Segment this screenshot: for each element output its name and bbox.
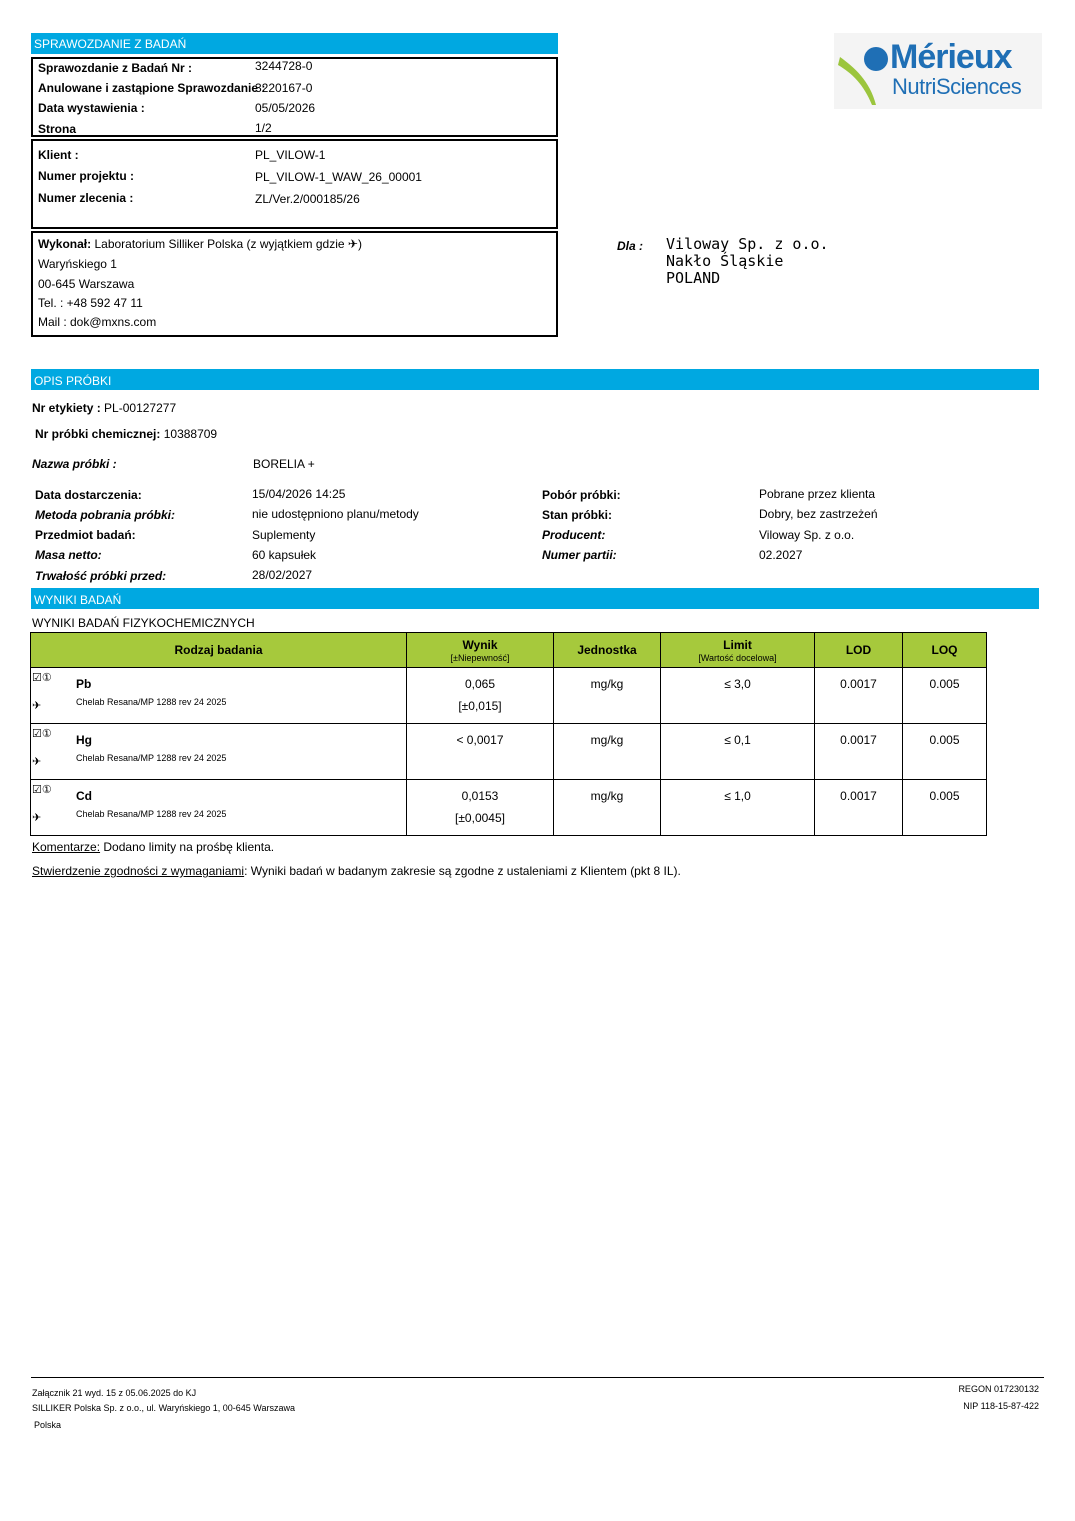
recipient-label: Dla : xyxy=(617,239,644,253)
results-section-bar xyxy=(31,588,1039,609)
logo-line2: NutriSciences xyxy=(892,74,1022,99)
lod: 0.0017 xyxy=(840,677,877,691)
page-label: Strona xyxy=(38,122,77,136)
company-logo xyxy=(834,33,1042,109)
performed: Laboratorium Silliker Polska (z wyjątkiem gdzie ✈) xyxy=(94,237,362,251)
client: PL_VILOW-1 xyxy=(255,148,326,162)
page-number: 1/2 xyxy=(255,121,272,135)
report-no: 3244728-0 xyxy=(255,59,313,73)
results-table xyxy=(30,632,987,836)
accreditation-icons: ☑① xyxy=(32,672,52,684)
col-unit: Jednostka xyxy=(554,633,661,668)
lab-tel: Tel. : +48 592 47 11 xyxy=(38,296,143,310)
footer-regon: REGON 017230132 xyxy=(958,1384,1039,1394)
comment: Dodano limity na prośbę klienta. xyxy=(100,840,275,854)
sample-section-title: OPIS PRÓBKI xyxy=(34,374,112,388)
recipient-line3: POLAND xyxy=(666,269,721,287)
loq: 0.005 xyxy=(929,789,960,803)
unit: mg/kg xyxy=(590,789,624,803)
sample-name: BORELIA + xyxy=(253,457,315,471)
conformity: : Wyniki badań w badanym zakresie są zgodne z ustaleniami z Klientem (pkt 8 IL). xyxy=(244,864,681,878)
delivery-label: Data dostarczenia: xyxy=(35,488,142,502)
limit: ≤ 3,0 xyxy=(724,677,751,691)
unit: mg/kg xyxy=(590,677,624,691)
sample-name-label: Nazwa próbki : xyxy=(32,457,117,471)
test-name: Cd xyxy=(76,789,92,803)
client-label: Klient : xyxy=(38,148,79,162)
state: Dobry, bez zastrzeżeń xyxy=(759,507,878,521)
report-title: SPRAWOZDANIE Z BADAŃ xyxy=(34,37,187,51)
subject-label: Przedmiot badań: xyxy=(35,528,136,542)
limit: ≤ 0,1 xyxy=(724,733,751,747)
lod: 0.0017 xyxy=(840,789,877,803)
col-loq: LOQ xyxy=(903,633,987,668)
recipient-line1: Viloway Sp. z o.o. xyxy=(666,235,829,253)
lab-street: Waryńskiego 1 xyxy=(38,257,117,271)
col-result-sub: [±Niepewność] xyxy=(450,652,510,663)
issue-date: 05/05/2026 xyxy=(255,101,316,115)
test-name: Hg xyxy=(76,733,92,747)
chem-no-label: Nr próbki chemicznej: xyxy=(35,427,161,441)
test-method: Chelab Resana/MP 1288 rev 24 2025 xyxy=(76,753,227,763)
lab-city: 00-645 Warszawa xyxy=(38,277,135,291)
report-no-label: Sprawozdanie z Badań Nr : xyxy=(38,61,193,75)
result-value: 0,065 xyxy=(464,677,496,691)
result-uncertainty: [±0,0045] xyxy=(455,811,505,825)
footer-nip: NIP 118-15-87-422 xyxy=(963,1401,1039,1411)
footer-line1: Załącznik 21 wyd. 15 z 05.06.2025 do KJ xyxy=(32,1388,197,1398)
col-lod: LOD xyxy=(815,633,903,668)
results-section-title: WYNIKI BADAŃ xyxy=(34,593,122,607)
method-label: Metoda pobrania próbki: xyxy=(35,508,176,522)
plane-icon: ✈ xyxy=(32,812,42,824)
batch: 02.2027 xyxy=(759,548,803,562)
project-label: Numer projektu : xyxy=(38,169,135,183)
col-test: Rodzaj badania xyxy=(31,633,407,668)
loq: 0.005 xyxy=(929,733,960,747)
conformity-line xyxy=(32,864,681,878)
label-no: PL-00127277 xyxy=(104,401,177,415)
footer-divider xyxy=(31,1377,1044,1378)
result-value: < 0,0017 xyxy=(456,733,504,747)
issue-date-label: Data wystawienia : xyxy=(38,101,145,115)
table-row xyxy=(31,780,987,836)
lab-mail: Mail : dok@mxns.com xyxy=(38,315,157,329)
unit: mg/kg xyxy=(590,733,624,747)
footer-line2: SILLIKER Polska Sp. z o.o., ul. Waryńskiego 1, 00-645 Warszawa xyxy=(32,1403,295,1413)
footer-line3: Polska xyxy=(34,1420,62,1430)
replaced: 3220167-0 xyxy=(255,81,313,95)
recipient-address xyxy=(666,236,829,287)
logo-line1: Mérieux xyxy=(890,38,1012,76)
result-value: 0,0153 xyxy=(461,789,499,803)
results-subtitle: WYNIKI BADAŃ FIZYKOCHEMICZNYCH xyxy=(32,616,255,630)
accreditation-icons: ☑① xyxy=(32,784,52,796)
method: nie udostępniono planu/metody xyxy=(252,507,419,521)
producer: Viloway Sp. z o.o. xyxy=(759,528,855,542)
col-limit: Limit [Wartość docelowa] xyxy=(661,633,815,668)
results-header-row xyxy=(31,633,987,668)
shelf-label: Trwałość próbki przed: xyxy=(35,569,167,583)
test-method: Chelab Resana/MP 1288 rev 24 2025 xyxy=(76,809,227,819)
plane-icon: ✈ xyxy=(32,700,42,712)
table-row xyxy=(31,668,987,724)
performed-label: Wykonał: xyxy=(38,237,92,251)
mass: 60 kapsułek xyxy=(252,548,317,562)
col-limit-sub: [Wartość docelowa] xyxy=(698,652,777,663)
comment-label: Komentarze: xyxy=(32,840,101,854)
subject: Suplementy xyxy=(252,528,316,542)
test-name: Pb xyxy=(76,677,92,691)
sampling-label: Pobór próbki: xyxy=(542,488,621,502)
loq: 0.005 xyxy=(929,677,960,691)
recipient-line2: Nakło Śląskie xyxy=(666,252,784,270)
lab-performed-line xyxy=(38,237,362,251)
plane-icon: ✈ xyxy=(32,756,42,768)
producer-label: Producent: xyxy=(542,528,606,542)
delivery: 15/04/2026 14:25 xyxy=(252,487,346,501)
result-uncertainty: [±0,015] xyxy=(458,699,502,713)
batch-label: Numer partii: xyxy=(542,548,617,562)
sample-section-bar xyxy=(31,369,1039,390)
comment-line xyxy=(32,840,274,854)
table-row xyxy=(31,724,987,780)
sampling: Pobrane przez klienta xyxy=(759,487,876,501)
result-uncertainty xyxy=(407,747,553,755)
shelf: 28/02/2027 xyxy=(252,568,313,582)
mass-label: Masa netto: xyxy=(35,548,102,562)
label-no-label: Nr etykiety : xyxy=(32,401,101,415)
order-label: Numer zlecenia : xyxy=(38,191,134,205)
project: PL_VILOW-1_WAW_26_00001 xyxy=(255,170,422,184)
replaced-label: Anulowane i zastąpione Sprawozdanie : xyxy=(38,81,266,95)
conformity-label: Stwierdzenie zgodności z wymaganiami xyxy=(32,864,245,878)
accreditation-icons: ☑① xyxy=(32,728,52,740)
chem-no: 10388709 xyxy=(163,427,218,441)
limit: ≤ 1,0 xyxy=(724,789,751,803)
order: ZL/Ver.2/000185/26 xyxy=(255,192,360,206)
logo-swoosh-icon xyxy=(836,37,896,107)
lod: 0.0017 xyxy=(840,733,877,747)
label-no-line xyxy=(32,401,176,415)
chem-no-line xyxy=(35,427,217,441)
test-method: Chelab Resana/MP 1288 rev 24 2025 xyxy=(76,697,227,707)
state-label: Stan próbki: xyxy=(542,508,613,522)
report-title-bar xyxy=(31,33,558,54)
col-result: Wynik [±Niepewność] xyxy=(407,633,554,668)
